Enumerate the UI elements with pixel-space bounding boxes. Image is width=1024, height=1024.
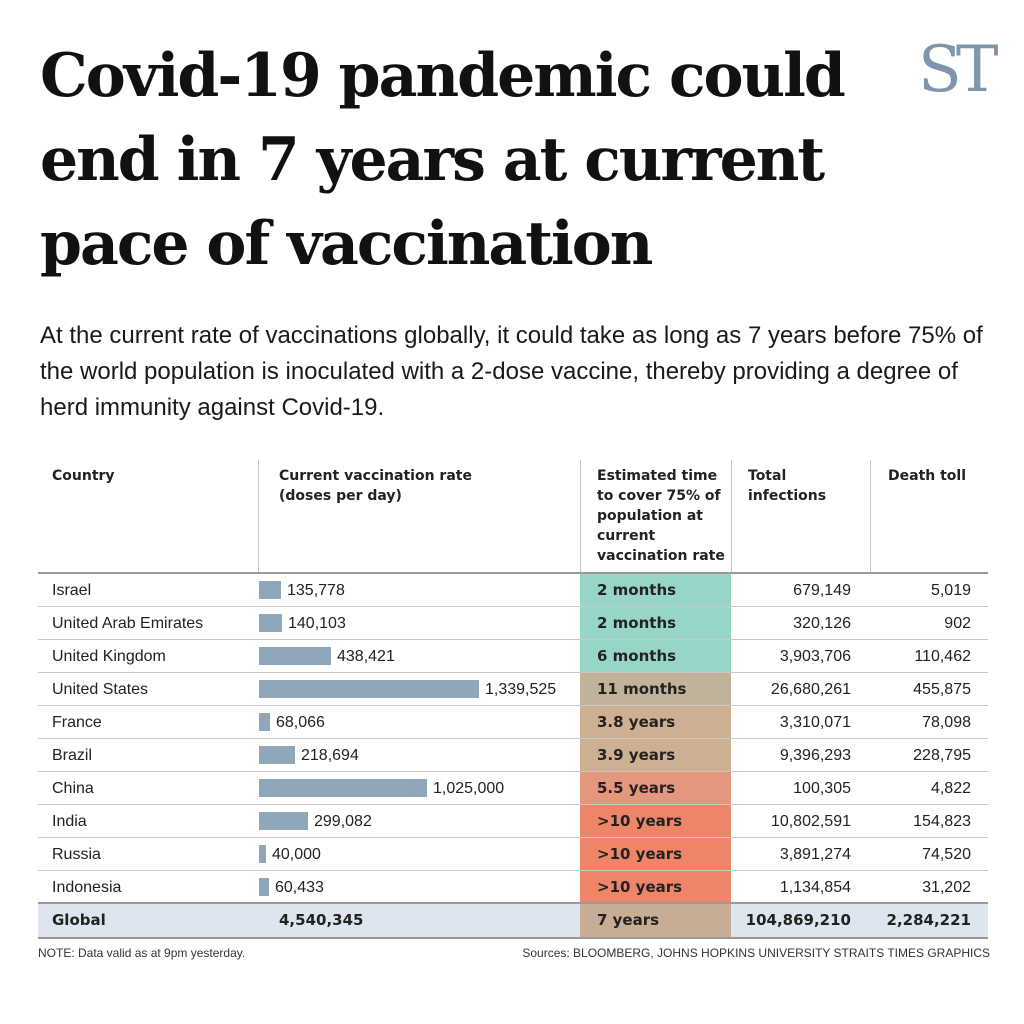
estimated-time: 6 months <box>580 640 731 673</box>
header-country: Country <box>52 468 115 484</box>
column-divider <box>870 460 871 572</box>
header-death-toll: Death toll <box>888 468 967 484</box>
column-divider <box>258 460 259 572</box>
country-name: United States <box>52 681 149 698</box>
vaccination-rate-label: 1,339,525 <box>485 681 557 698</box>
table-row <box>38 838 988 871</box>
vaccination-rate-label: 40,000 <box>272 846 321 863</box>
estimated-time: 2 months <box>580 574 731 607</box>
estimated-time: 11 months <box>580 673 731 706</box>
vaccination-rate-label: 1,025,000 <box>433 780 505 797</box>
vaccination-rate-bar <box>259 581 281 599</box>
total-infections: 100,305 <box>793 780 851 797</box>
country-name: Israel <box>52 582 92 599</box>
straits-times-logo: ST <box>918 33 993 107</box>
vaccination-rate-bar <box>259 614 282 632</box>
total-infections: 3,310,071 <box>779 714 851 731</box>
country-name: India <box>52 813 87 830</box>
global-row <box>38 904 988 937</box>
table-row <box>38 640 988 673</box>
death-toll: 74,520 <box>922 846 971 863</box>
table-row <box>38 739 988 772</box>
global-deaths: 2,284,221 <box>886 911 971 929</box>
death-toll: 902 <box>944 615 971 632</box>
vaccination-rate-label: 60,433 <box>275 879 324 896</box>
vaccination-rate-bar <box>259 878 269 896</box>
sources-credit: Sources: BLOOMBERG, JOHNS HOPKINS UNIVERSITY STRAITS TIMES GRAPHICS <box>522 946 990 960</box>
total-infections: 3,903,706 <box>779 648 851 665</box>
estimated-time: >10 years <box>580 871 731 904</box>
vaccination-rate-bar <box>259 746 295 764</box>
table-row <box>38 871 988 904</box>
header-estimated-time: Estimated time to cover 75% of population at current vaccination rate <box>597 468 725 564</box>
vaccination-rate-label: 299,082 <box>314 813 372 830</box>
vaccination-rate-bar <box>259 812 308 830</box>
vaccination-rate-bar <box>259 713 270 731</box>
estimated-time: 5.5 years <box>580 772 731 805</box>
global-label: Global <box>52 911 106 929</box>
page-title: Covid-19 pandemic could end in 7 years at current pace of vaccination <box>40 41 844 279</box>
table-row <box>38 673 988 706</box>
estimated-time: >10 years <box>580 805 731 838</box>
estimated-time: 3.9 years <box>580 739 731 772</box>
global-infections: 104,869,210 <box>745 911 851 929</box>
vaccination-table <box>38 460 988 938</box>
death-toll: 154,823 <box>913 813 971 830</box>
total-infections: 320,126 <box>793 615 851 632</box>
country-name: Indonesia <box>52 879 122 896</box>
death-toll: 4,822 <box>930 780 971 797</box>
vaccination-rate-label: 135,778 <box>287 582 345 599</box>
total-infections: 26,680,261 <box>770 681 851 698</box>
total-infections: 10,802,591 <box>770 813 851 830</box>
vaccination-rate-label: 218,694 <box>301 747 359 764</box>
column-divider <box>580 460 581 572</box>
table-row <box>38 607 988 640</box>
column-divider <box>731 460 732 572</box>
global-rate: 4,540,345 <box>279 911 364 929</box>
vaccination-rate-label: 68,066 <box>276 714 325 731</box>
table-bottom-border <box>38 937 988 939</box>
data-note: NOTE: Data valid as at 9pm yesterday. <box>38 946 246 960</box>
death-toll: 78,098 <box>922 714 971 731</box>
table-row <box>38 574 988 607</box>
estimated-time: 3.8 years <box>580 706 731 739</box>
total-infections: 9,396,293 <box>779 747 851 764</box>
vaccination-rate-label: 438,421 <box>337 648 395 665</box>
estimated-time: 2 months <box>580 607 731 640</box>
total-infections: 3,891,274 <box>779 846 851 863</box>
death-toll: 31,202 <box>922 879 971 896</box>
global-time: 7 years <box>580 904 731 937</box>
total-infections: 679,149 <box>793 582 851 599</box>
total-infections: 1,134,854 <box>779 879 851 896</box>
table-row <box>38 772 988 805</box>
country-name: Brazil <box>52 747 93 764</box>
death-toll: 455,875 <box>913 681 971 698</box>
death-toll: 228,795 <box>913 747 971 764</box>
subtitle: At the current rate of vaccinations globally, it could take as long as 7 years before 75% of the world population is inoculated with a 2-dose vaccine, thereby providing a degree of herd immunity against Covid-19. <box>40 322 983 421</box>
country-name: France <box>52 714 102 731</box>
table-row <box>38 706 988 739</box>
country-name: United Kingdom <box>52 648 166 665</box>
vaccination-rate-bar <box>259 647 331 665</box>
estimated-time: >10 years <box>580 838 731 871</box>
country-name: China <box>52 780 94 797</box>
table-row <box>38 805 988 838</box>
country-name: Russia <box>52 846 101 863</box>
death-toll: 110,462 <box>914 648 971 665</box>
vaccination-rate-bar <box>259 845 266 863</box>
country-name: United Arab Emirates <box>52 615 204 632</box>
vaccination-rate-bar <box>259 680 479 698</box>
vaccination-rate-bar <box>259 779 427 797</box>
header-total-infections: Total infections <box>748 468 827 504</box>
vaccination-rate-label: 140,103 <box>288 615 346 632</box>
death-toll: 5,019 <box>930 582 971 599</box>
header-vaccination-rate: Current vaccination rate (doses per day) <box>279 468 472 504</box>
